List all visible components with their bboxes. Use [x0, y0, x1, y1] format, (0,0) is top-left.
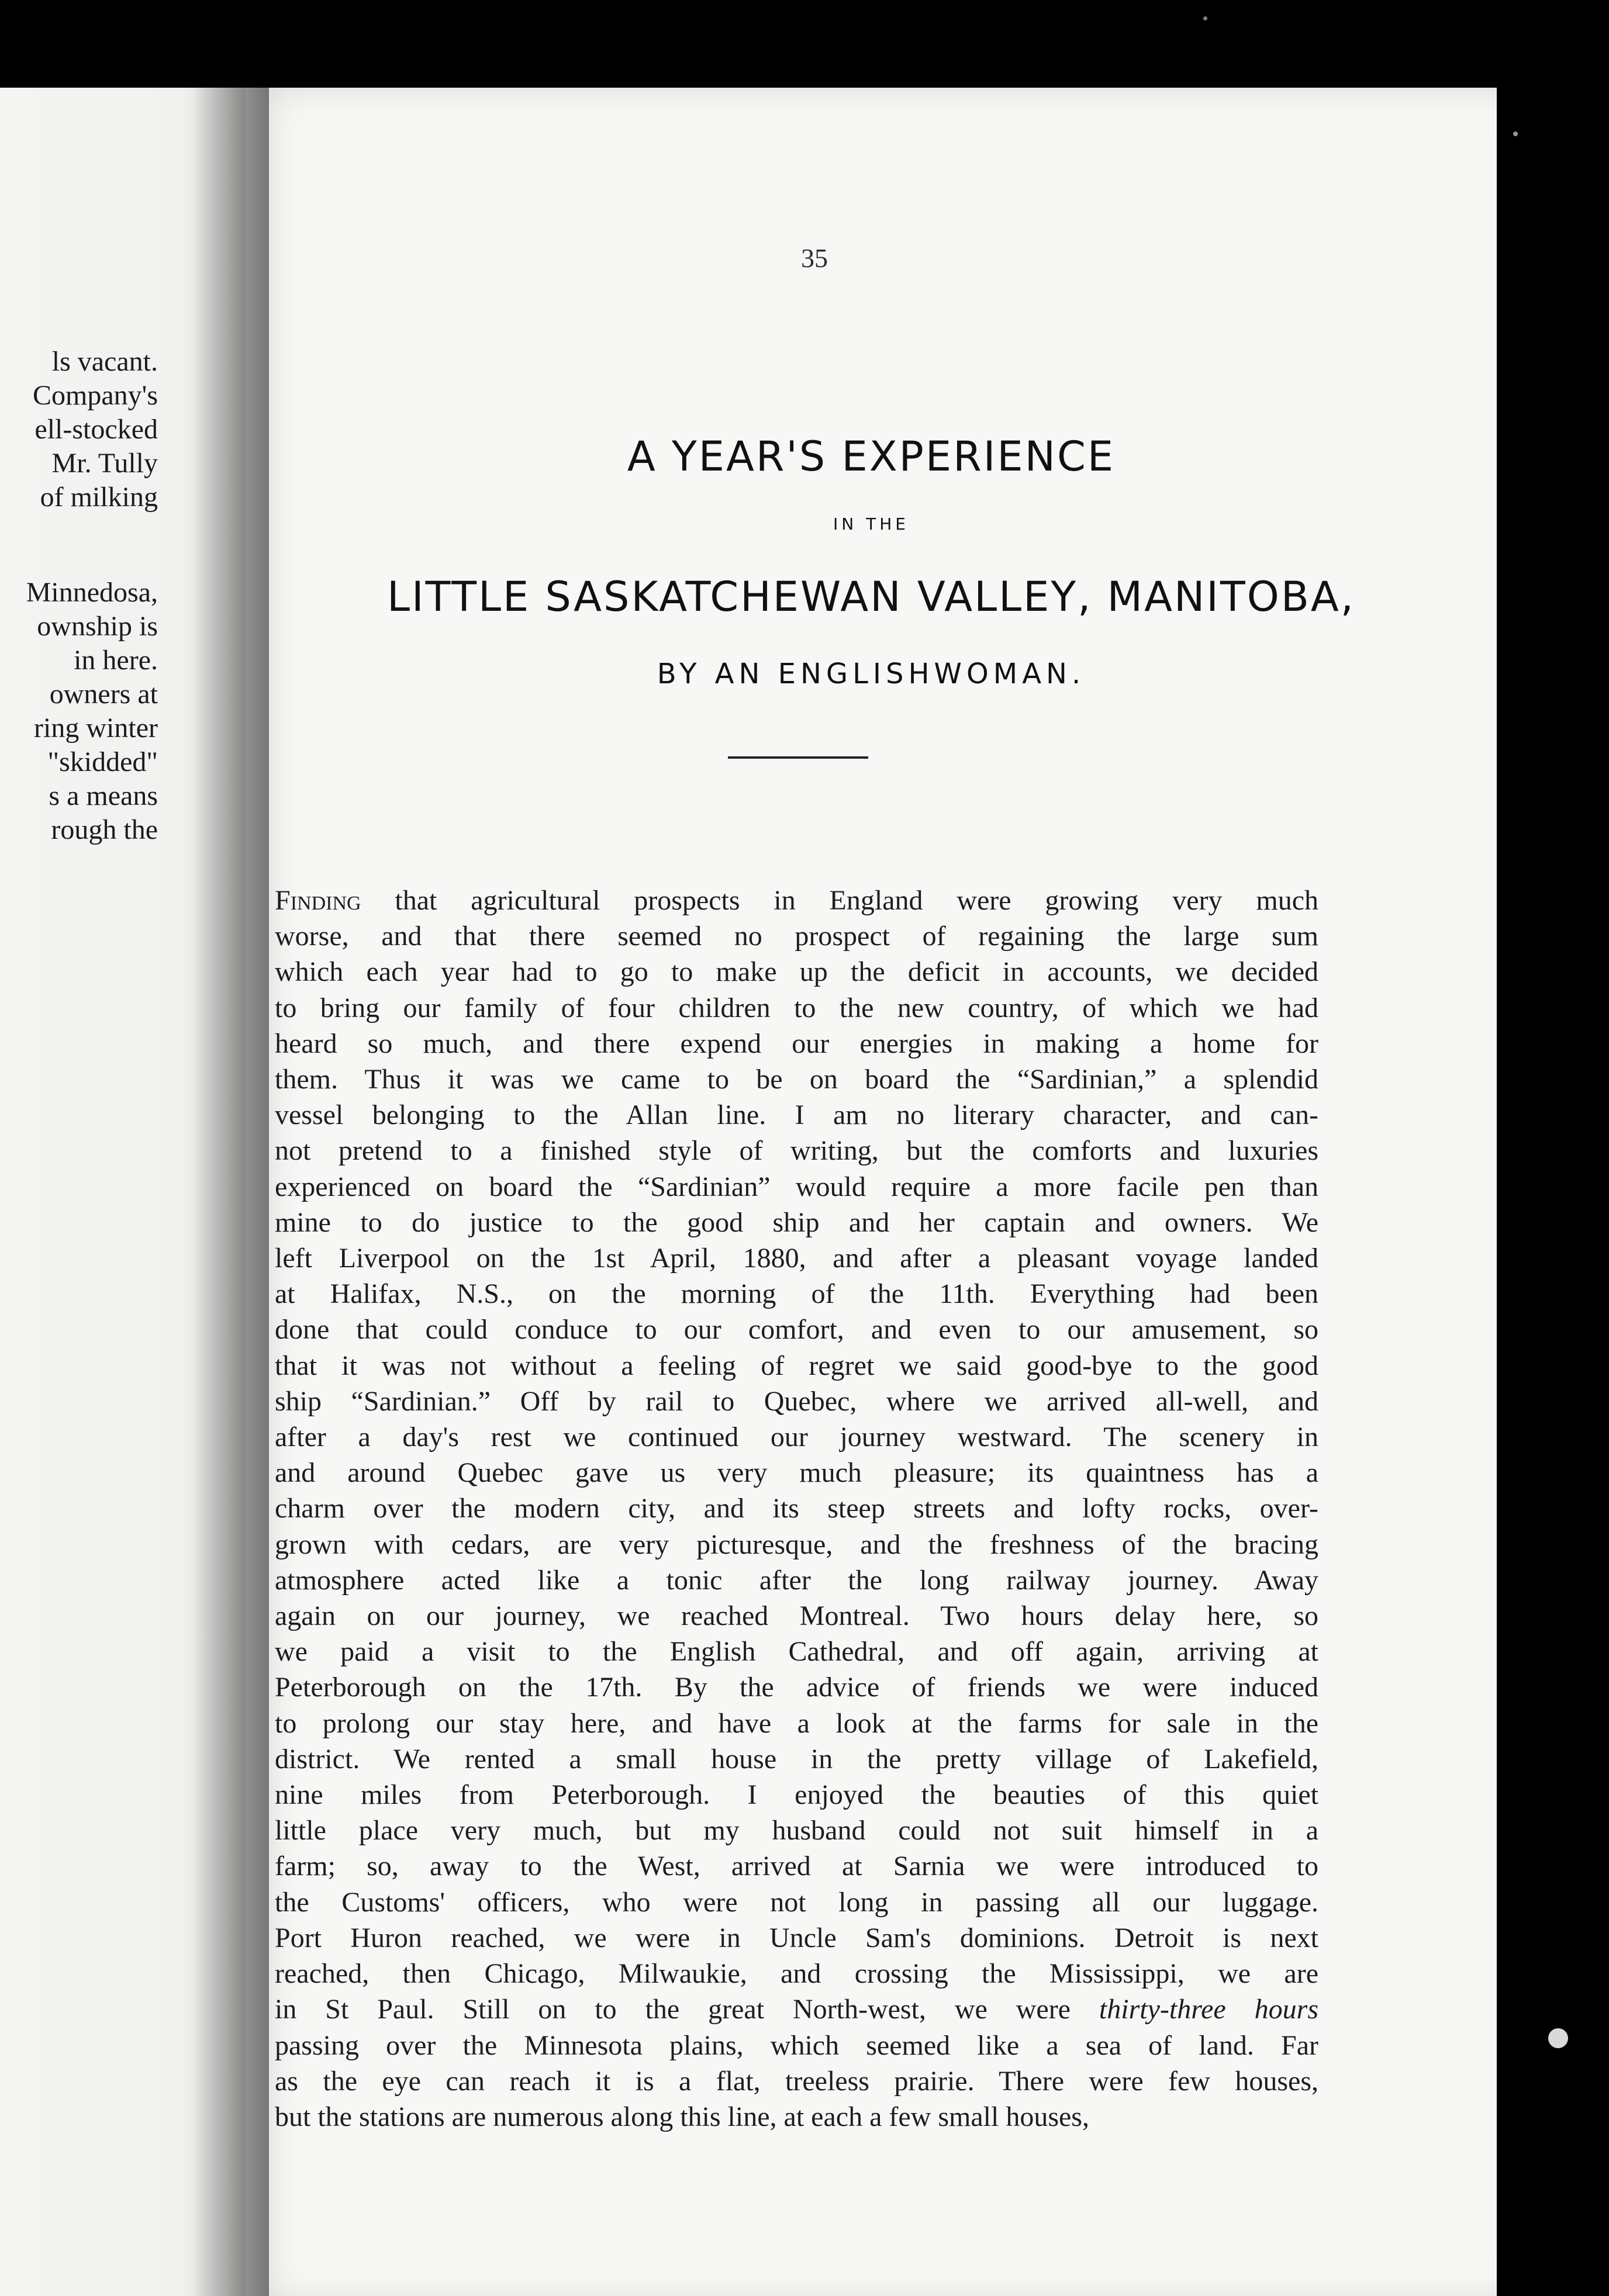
body-line: to prolong our stay here, and have a look at the farms for sale in the	[275, 1707, 1318, 1739]
left-text-line: in here.	[74, 645, 158, 676]
scan-dust-speck	[1203, 16, 1207, 20]
article-subtitle: LITTLE SASKATCHEWAN VALLEY, MANITOBA,	[387, 573, 1355, 621]
left-text-line: ring winter	[34, 713, 158, 744]
italic-phrase: thirty-three hours	[1099, 1994, 1318, 2025]
right-page	[246, 88, 1497, 2296]
body-line: left Liverpool on the 1st April, 1880, and after a pleasant voyage landed	[275, 1243, 1318, 1274]
book-gutter-shadow	[193, 88, 269, 2296]
body-line: grown with cedars, are very picturesque, and the freshness of the bracing	[275, 1529, 1318, 1560]
article-title-connector: IN THE	[833, 514, 909, 534]
left-text-line: ell-stocked	[34, 414, 158, 445]
left-text-line: Mr. Tully	[51, 448, 158, 479]
scan-dust-speck	[1513, 132, 1518, 136]
body-line: again on our journey, we reached Montreal. Two hours delay here, so	[275, 1600, 1318, 1632]
body-line: that it was not without a feeling of regret we said good-bye to the good	[275, 1350, 1318, 1381]
body-line: in St Paul. Still on to the great North-west, we were thirty-three hours	[275, 1994, 1318, 2025]
left-text-line: s a means	[49, 780, 158, 811]
body-line: Peterborough on the 17th. By the advice of friends we were induced	[275, 1672, 1318, 1703]
body-line: experienced on board the “Sardinian” would require a more facile pen than	[275, 1171, 1318, 1202]
body-line: which each year had to go to make up the deficit in accounts, we decided	[275, 956, 1318, 988]
left-page-fragment-top	[0, 345, 158, 514]
body-line: at Halifax, N.S., on the morning of the 11th. Everything had been	[275, 1278, 1318, 1310]
body-line: district. We rented a small house in the pretty village of Lakefield,	[275, 1743, 1318, 1775]
body-line: but the stations are numerous along this line, at each a few small houses,	[275, 2101, 1089, 2132]
body-line: and around Quebec gave us very much pleasure; its quaintness has a	[275, 1457, 1318, 1489]
left-text-line: ownship is	[37, 611, 158, 642]
body-line: not pretend to a finished style of writing, but the comforts and luxuries	[275, 1135, 1318, 1167]
body-line: atmosphere acted like a tonic after the long railway journey. Away	[275, 1564, 1318, 1596]
left-text-line: "skidded"	[47, 746, 158, 777]
body-line: mine to do justice to the good ship and her captain and owners. We	[275, 1206, 1318, 1238]
body-line: reached, then Chicago, Milwaukie, and crossing the Mississippi, we are	[275, 1958, 1318, 1990]
body-line: charm over the modern city, and its steep streets and lofty rocks, over-	[275, 1493, 1318, 1524]
body-line: little place very much, but my husband could not suit himself in a	[275, 1815, 1318, 1847]
left-text-line: Minnedosa,	[26, 577, 158, 608]
article-body	[275, 883, 1318, 2135]
left-page-fragment-bottom	[0, 576, 158, 847]
body-line: as the eye can reach it is a flat, treeless prairie. There were few houses,	[275, 2065, 1318, 2097]
body-line: done that could conduce to our comfort, and even to our amusement, so	[275, 1314, 1318, 1346]
left-text-line: of milking	[40, 482, 158, 513]
title-divider	[728, 756, 868, 759]
article-title: A YEAR'S EXPERIENCE	[627, 433, 1116, 480]
body-line: vessel belonging to the Allan line. I am no literary character, and can-	[275, 1099, 1318, 1131]
body-line: heard so much, and there expend our energies in making a home for	[275, 1028, 1318, 1059]
body-line: Port Huron reached, we were in Uncle Sam's dominions. Detroit is next	[275, 1922, 1318, 1953]
left-text-line: Company's	[33, 380, 158, 411]
body-line: Finding that agricultural prospects in England were growing very much	[275, 885, 1318, 916]
opening-small-caps-word: Finding	[275, 885, 361, 916]
body-line: ship “Sardinian.” Off by rail to Quebec, where we arrived all-well, and	[275, 1385, 1318, 1417]
body-line: to bring our family of four children to the new country, of which we had	[275, 992, 1318, 1023]
page-number: 35	[801, 243, 828, 273]
article-byline: BY AN ENGLISHWOMAN.	[657, 658, 1086, 690]
left-text-line: ls vacant.	[51, 346, 158, 377]
scan-dust-speck	[1548, 2028, 1568, 2048]
body-line: we paid a visit to the English Cathedral, and off again, arriving at	[275, 1636, 1318, 1668]
left-text-line: rough the	[51, 814, 158, 845]
body-line: after a day's rest we continued our journey westward. The scenery in	[275, 1422, 1318, 1453]
body-line: passing over the Minnesota plains, which seemed like a sea of land. Far	[275, 2029, 1318, 2061]
body-line: them. Thus it was we came to be on board the “Sardinian,” a splendid	[275, 1064, 1318, 1095]
left-text-line: owners at	[49, 679, 158, 710]
body-line: farm; so, away to the West, arrived at Sarnia we were introduced to	[275, 1851, 1318, 1882]
body-line: worse, and that there seemed no prospect of regaining the large sum	[275, 921, 1318, 952]
body-line: nine miles from Peterborough. I enjoyed the beauties of this quiet	[275, 1779, 1318, 1811]
body-line: the Customs' officers, who were not long in passing all our luggage.	[275, 1886, 1318, 1918]
